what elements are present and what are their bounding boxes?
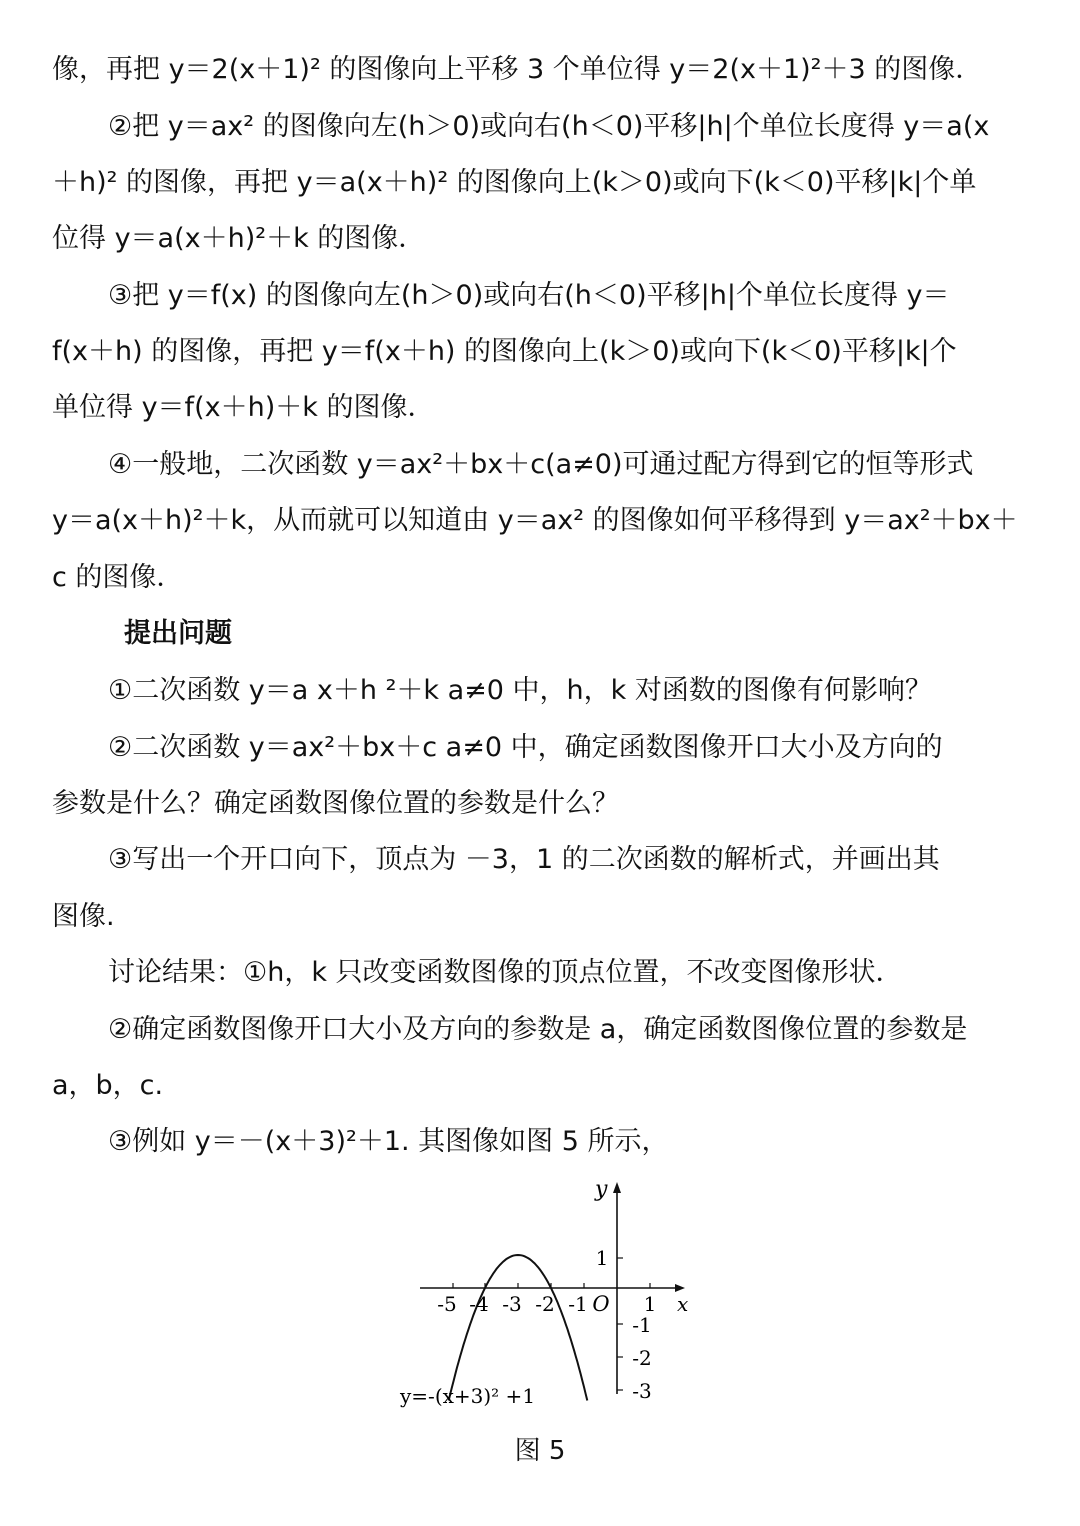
figure-caption: 图 5 [514,1436,566,1466]
text-line-9: y＝a(x＋h)²＋k，从而就可以知道由 y＝ax² 的图像如何平移得到 y＝ax²＋bx＋ [52,505,1018,536]
y-axis-label: y [595,1177,608,1202]
question-line-1: ①二次函数 y＝a x＋h ²＋k a≠0 中，h，k 对函数的图像有何影响？ [108,675,932,706]
origin-label: O [592,1292,610,1316]
question-line-5: 图像. [52,901,115,932]
question-line-2: ②二次函数 y＝ax²＋bx＋c a≠0 中，确定函数图像开口大小及方向的 [108,732,943,763]
x-tick-label: -5 [437,1292,457,1316]
y-tick-label: -1 [632,1313,652,1337]
y-tick-label: 1 [595,1246,609,1270]
question-line-3: 参数是什么？确定函数图像位置的参数是什么？ [52,788,619,819]
text-line-1: 像，再把 y＝2(x＋1)² 的图像向上平移 3 个单位得 y＝2(x＋1)²＋3 的图像． [52,54,983,85]
x-tick-label: -4 [469,1292,489,1316]
result-line-3: a，b，c. [52,1070,164,1101]
curve-equation-label: y=-(x+3)² +1 [400,1384,536,1408]
x-tick-label: -3 [502,1292,522,1316]
result-line-2: ②确定函数图像开口大小及方向的参数是 a，确定函数图像位置的参数是 [108,1014,968,1045]
text-line-8: ④一般地，二次函数 y＝ax²＋bx＋c(a≠0)可通过配方得到它的恒等形式 [108,449,974,480]
y-tick-label: -3 [632,1379,652,1403]
x-tick-label: -2 [535,1292,555,1316]
section-heading: 提出问题 [124,618,232,649]
text-line-6: f(x＋h) 的图像，再把 y＝f(x＋h) 的图像向上(k＞0)或向下(k＜0)平移|k|个 [52,336,957,367]
x-tick-label: -1 [568,1292,588,1316]
x-axis-label: x [677,1292,689,1316]
x-tick-label: 1 [643,1292,657,1316]
text-line-10: c 的图像． [52,562,184,593]
text-line-2: ②把 y＝ax² 的图像向左(h＞0)或向右(h＜0)平移|h|个单位长度得 y＝a(x [108,111,990,142]
y-axis-arrow-icon [613,1182,621,1193]
result-line-1: 讨论结果：①h，k 只改变函数图像的顶点位置，不改变图像形状． [108,957,903,988]
x-axis-arrow-icon [675,1284,685,1292]
parabola-figure [395,1172,695,1422]
text-line-3: ＋h)² 的图像，再把 y＝a(x＋h)² 的图像向上(k＞0)或向下(k＜0)平移|k|个单 [52,167,977,198]
text-line-4: 位得 y＝a(x＋h)²＋k 的图像． [52,223,426,254]
parabola-curve [449,1255,588,1401]
text-line-7: 单位得 y＝f(x＋h)＋k 的图像． [52,392,435,423]
text-line-5: ③把 y＝f(x) 的图像向左(h＞0)或向右(h＜0)平移|h|个单位长度得 y＝ [108,280,950,311]
y-tick-label: -2 [632,1346,652,1370]
result-line-4: ③例如 y＝－(x＋3)²＋1. 其图像如图 5 所示， [108,1126,669,1157]
question-line-4: ③写出一个开口向下，顶点为 －3，1 的二次函数的解析式，并画出其 [108,844,940,875]
